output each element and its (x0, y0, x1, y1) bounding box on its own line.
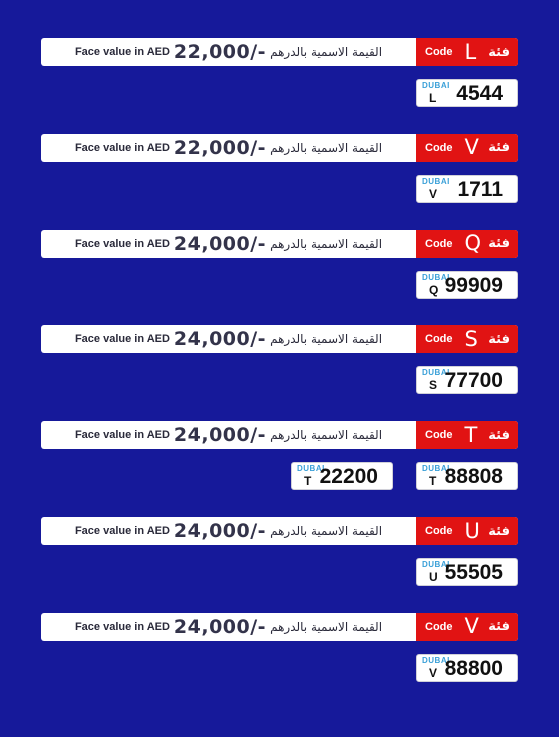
face-value-amount: 24,000/- (173, 615, 267, 638)
code-badge (416, 517, 518, 545)
number-plate[interactable] (416, 558, 518, 586)
code-badge (416, 421, 518, 449)
dubai-brand-logo: DUBAI (422, 368, 450, 378)
face-value (41, 613, 416, 641)
face-value-label-en: Face value in AED (74, 237, 170, 250)
plate-letter: V (429, 186, 438, 201)
plate-letter: Q (429, 282, 439, 297)
plate-row (41, 79, 518, 107)
number-plate[interactable] (416, 79, 518, 107)
face-value-label-ar: القيمة الاسمية بالدرهم (270, 332, 383, 347)
face-value-label-ar: القيمة الاسمية بالدرهم (270, 236, 383, 251)
dubai-brand-logo: DUBAI (422, 560, 450, 569)
code-header-bar (41, 134, 518, 162)
dubai-brand-logo: DUBAI (422, 272, 450, 282)
face-value-label-ar: القيمة الاسمية بالدرهم (270, 524, 383, 538)
face-value-label-en: Face value in AED (74, 333, 170, 346)
face-value-amount: 24,000/- (173, 232, 267, 255)
code-badge (416, 230, 518, 258)
number-plate[interactable] (416, 271, 518, 299)
plate-row (41, 175, 518, 203)
code-badge (416, 38, 518, 66)
face-value-label-en: Face value in AED (74, 525, 170, 537)
number-plate[interactable] (416, 462, 518, 490)
code-letter: S (464, 326, 478, 351)
code-label-en: Code (425, 333, 453, 346)
face-value-label-en: Face value in AED (74, 429, 170, 442)
plate-code-group (41, 517, 518, 589)
face-value-label-ar: القيمة الاسمية بالدرهم (270, 428, 383, 443)
code-label-ar: فئة (488, 427, 510, 443)
code-label-en: Code (425, 237, 453, 250)
face-value (41, 325, 416, 353)
number-plate[interactable] (291, 462, 393, 490)
face-value-label-ar: القيمة الاسمية بالدرهم (270, 45, 383, 59)
code-label-ar: فئة (488, 236, 510, 252)
plate-row (41, 462, 518, 490)
face-value (41, 38, 416, 66)
dubai-brand-logo: DUBAI (297, 464, 325, 474)
code-label-en: Code (425, 141, 453, 154)
plate-code-group (41, 38, 518, 110)
plate-number: 4544 (456, 82, 503, 105)
plate-number: 99909 (444, 273, 503, 297)
face-value (41, 230, 416, 258)
plate-number: 88800 (444, 656, 503, 680)
plate-row (41, 654, 518, 682)
dubai-brand-logo: DUBAI (422, 176, 450, 186)
dubai-brand-logo: DUBAI (422, 464, 450, 474)
plate-letter: L (429, 91, 437, 105)
code-label-ar: فئة (488, 331, 510, 347)
number-plate[interactable] (416, 654, 518, 682)
plate-code-group (41, 134, 518, 206)
face-value (41, 134, 416, 162)
code-label-en: Code (425, 429, 453, 442)
plate-code-group (41, 230, 518, 302)
plate-code-group (41, 325, 518, 397)
plate-number: 88808 (444, 465, 503, 489)
dubai-brand-logo: DUBAI (422, 655, 450, 665)
plate-letter: T (429, 474, 437, 489)
number-plate[interactable] (416, 175, 518, 203)
face-value-amount: 22,000/- (173, 136, 267, 159)
face-value-label-en: Face value in AED (74, 620, 170, 633)
face-value-amount: 24,000/- (173, 328, 267, 351)
code-letter: Q (464, 231, 482, 256)
code-label-ar: فئة (488, 44, 510, 60)
number-plate[interactable] (416, 366, 518, 394)
plate-number: 77700 (444, 369, 503, 393)
code-letter: V (464, 135, 479, 160)
dubai-brand-logo: DUBAI (422, 81, 450, 90)
code-label-en: Code (425, 525, 453, 537)
code-letter: L (464, 39, 477, 64)
code-badge (416, 134, 518, 162)
face-value (41, 421, 416, 449)
plate-code-group (41, 421, 518, 493)
code-header-bar (41, 325, 518, 353)
plate-letter: U (429, 570, 438, 584)
plate-code-group (41, 613, 518, 685)
plate-row (41, 271, 518, 299)
plate-letter: V (429, 665, 438, 680)
plate-number: 1711 (457, 177, 503, 201)
code-badge (416, 325, 518, 353)
code-badge (416, 613, 518, 641)
plate-letter: S (429, 378, 438, 393)
face-value-label-ar: القيمة الاسمية بالدرهم (270, 140, 383, 155)
code-label-en: Code (425, 620, 453, 633)
code-header-bar (41, 38, 518, 66)
face-value-amount: 24,000/- (173, 520, 267, 542)
face-value-label-ar: القيمة الاسمية بالدرهم (270, 619, 383, 634)
plate-row (41, 366, 518, 394)
face-value-label-en: Face value in AED (74, 46, 170, 58)
plate-number: 55505 (444, 561, 503, 584)
code-header-bar (41, 613, 518, 641)
code-letter: V (464, 614, 479, 639)
face-value (41, 517, 416, 545)
code-header-bar (41, 230, 518, 258)
code-header-bar (41, 421, 518, 449)
code-label-ar: فئة (488, 619, 510, 635)
plate-number: 22200 (319, 465, 378, 489)
face-value-amount: 22,000/- (173, 41, 267, 63)
face-value-label-en: Face value in AED (74, 141, 170, 154)
plate-letter: T (304, 474, 312, 489)
code-label-ar: فئة (488, 140, 510, 156)
face-value-amount: 24,000/- (173, 424, 267, 447)
code-label-en: Code (425, 46, 453, 58)
code-header-bar (41, 517, 518, 545)
code-label-ar: فئة (488, 523, 510, 539)
plate-row (41, 558, 518, 586)
code-letter: U (464, 518, 480, 543)
code-letter: T (464, 422, 478, 447)
